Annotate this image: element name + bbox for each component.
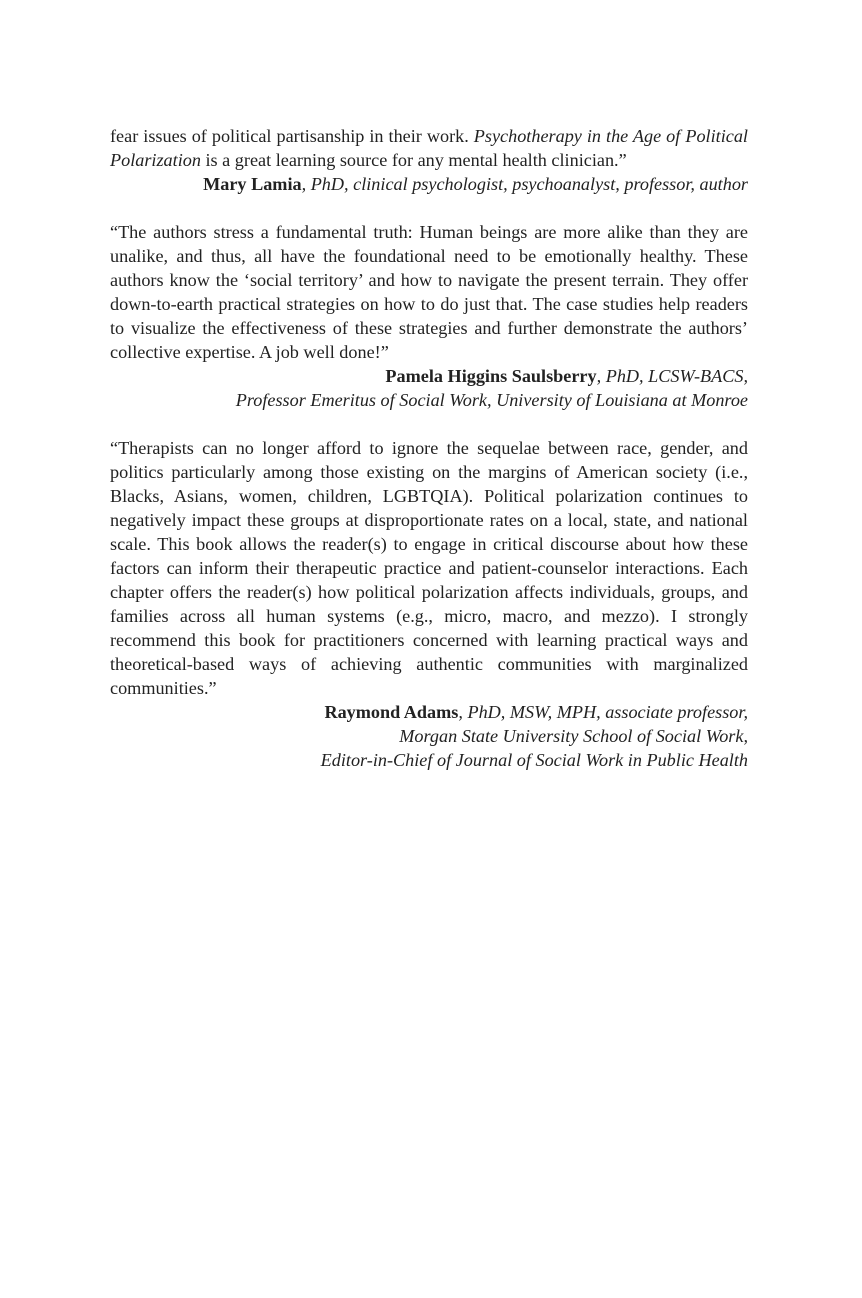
endorser-credentials: , PhD, LCSW-BACS, — [596, 366, 748, 386]
spacer — [110, 196, 748, 220]
endorser-name: Raymond Adams — [324, 702, 459, 722]
attribution-line — [110, 700, 748, 724]
endorsement-attribution-1 — [110, 172, 748, 196]
book-title: Psychotherapy in the Age of Political Polarization — [110, 126, 748, 170]
endorser-credentials: , PhD, clinical psychologist, psychoanalyst, professor, author — [301, 174, 748, 194]
attribution-line — [110, 172, 748, 196]
endorsement-quote-1 — [110, 124, 748, 172]
endorsements-page — [110, 124, 748, 772]
spacer — [110, 412, 748, 436]
quote-text: is a great learning source for any mental health clinician.” — [200, 150, 627, 170]
quote-text: fear issues of political partisanship in their work. — [110, 126, 474, 146]
endorser-affiliation: Editor-in-Chief of Journal of Social Work in Public Health — [320, 750, 748, 770]
endorsement-quote-2: “The authors stress a fundamental truth: Human beings are more alike than they are unalike, and thus, all have the foundational need to be emotionally healthy. These authors know the ‘social territory’ and how to navigate the present terrain. They offer down-to-earth practical strategies on how to do just that. The case studies help readers to visualize the effectiveness of these strategies and further demonstrate the authors’ collective expertise. A job well done!” — [110, 222, 748, 362]
endorser-name: Pamela Higgins Saulsberry — [385, 366, 597, 386]
attribution-line — [110, 364, 748, 388]
endorser-credentials: , PhD, MSW, MPH, associate professor, — [458, 702, 748, 722]
endorsement-attribution-2 — [110, 364, 748, 412]
endorsement-quote-3: “Therapists can no longer afford to ignore the sequelae between race, gender, and politics particularly among those existing on the margins of American society (i.e., Blacks, Asians, women, children, LGBTQIA). Political polarization continues to negatively impact these groups at disproportionate rates on a local, state, and national scale. This book allows the reader(s) to engage in critical discourse about how these factors can inform their therapeutic practice and patient-counselor interactions. Each chapter offers the reader(s) how political polarization affects individuals, groups, and families across all human systems (e.g., micro, macro, and mezzo). I strongly recommend this book for practitioners concerned with learning practical ways and theoretical-based ways of achieving authentic communities with marginalized communities.” — [110, 438, 748, 698]
endorser-affiliation: Morgan State University School of Social Work, — [399, 726, 748, 746]
endorser-affiliation: Professor Emeritus of Social Work, University of Louisiana at Monroe — [235, 390, 748, 410]
endorser-name: Mary Lamia — [203, 174, 302, 194]
endorsement-attribution-3 — [110, 700, 748, 772]
